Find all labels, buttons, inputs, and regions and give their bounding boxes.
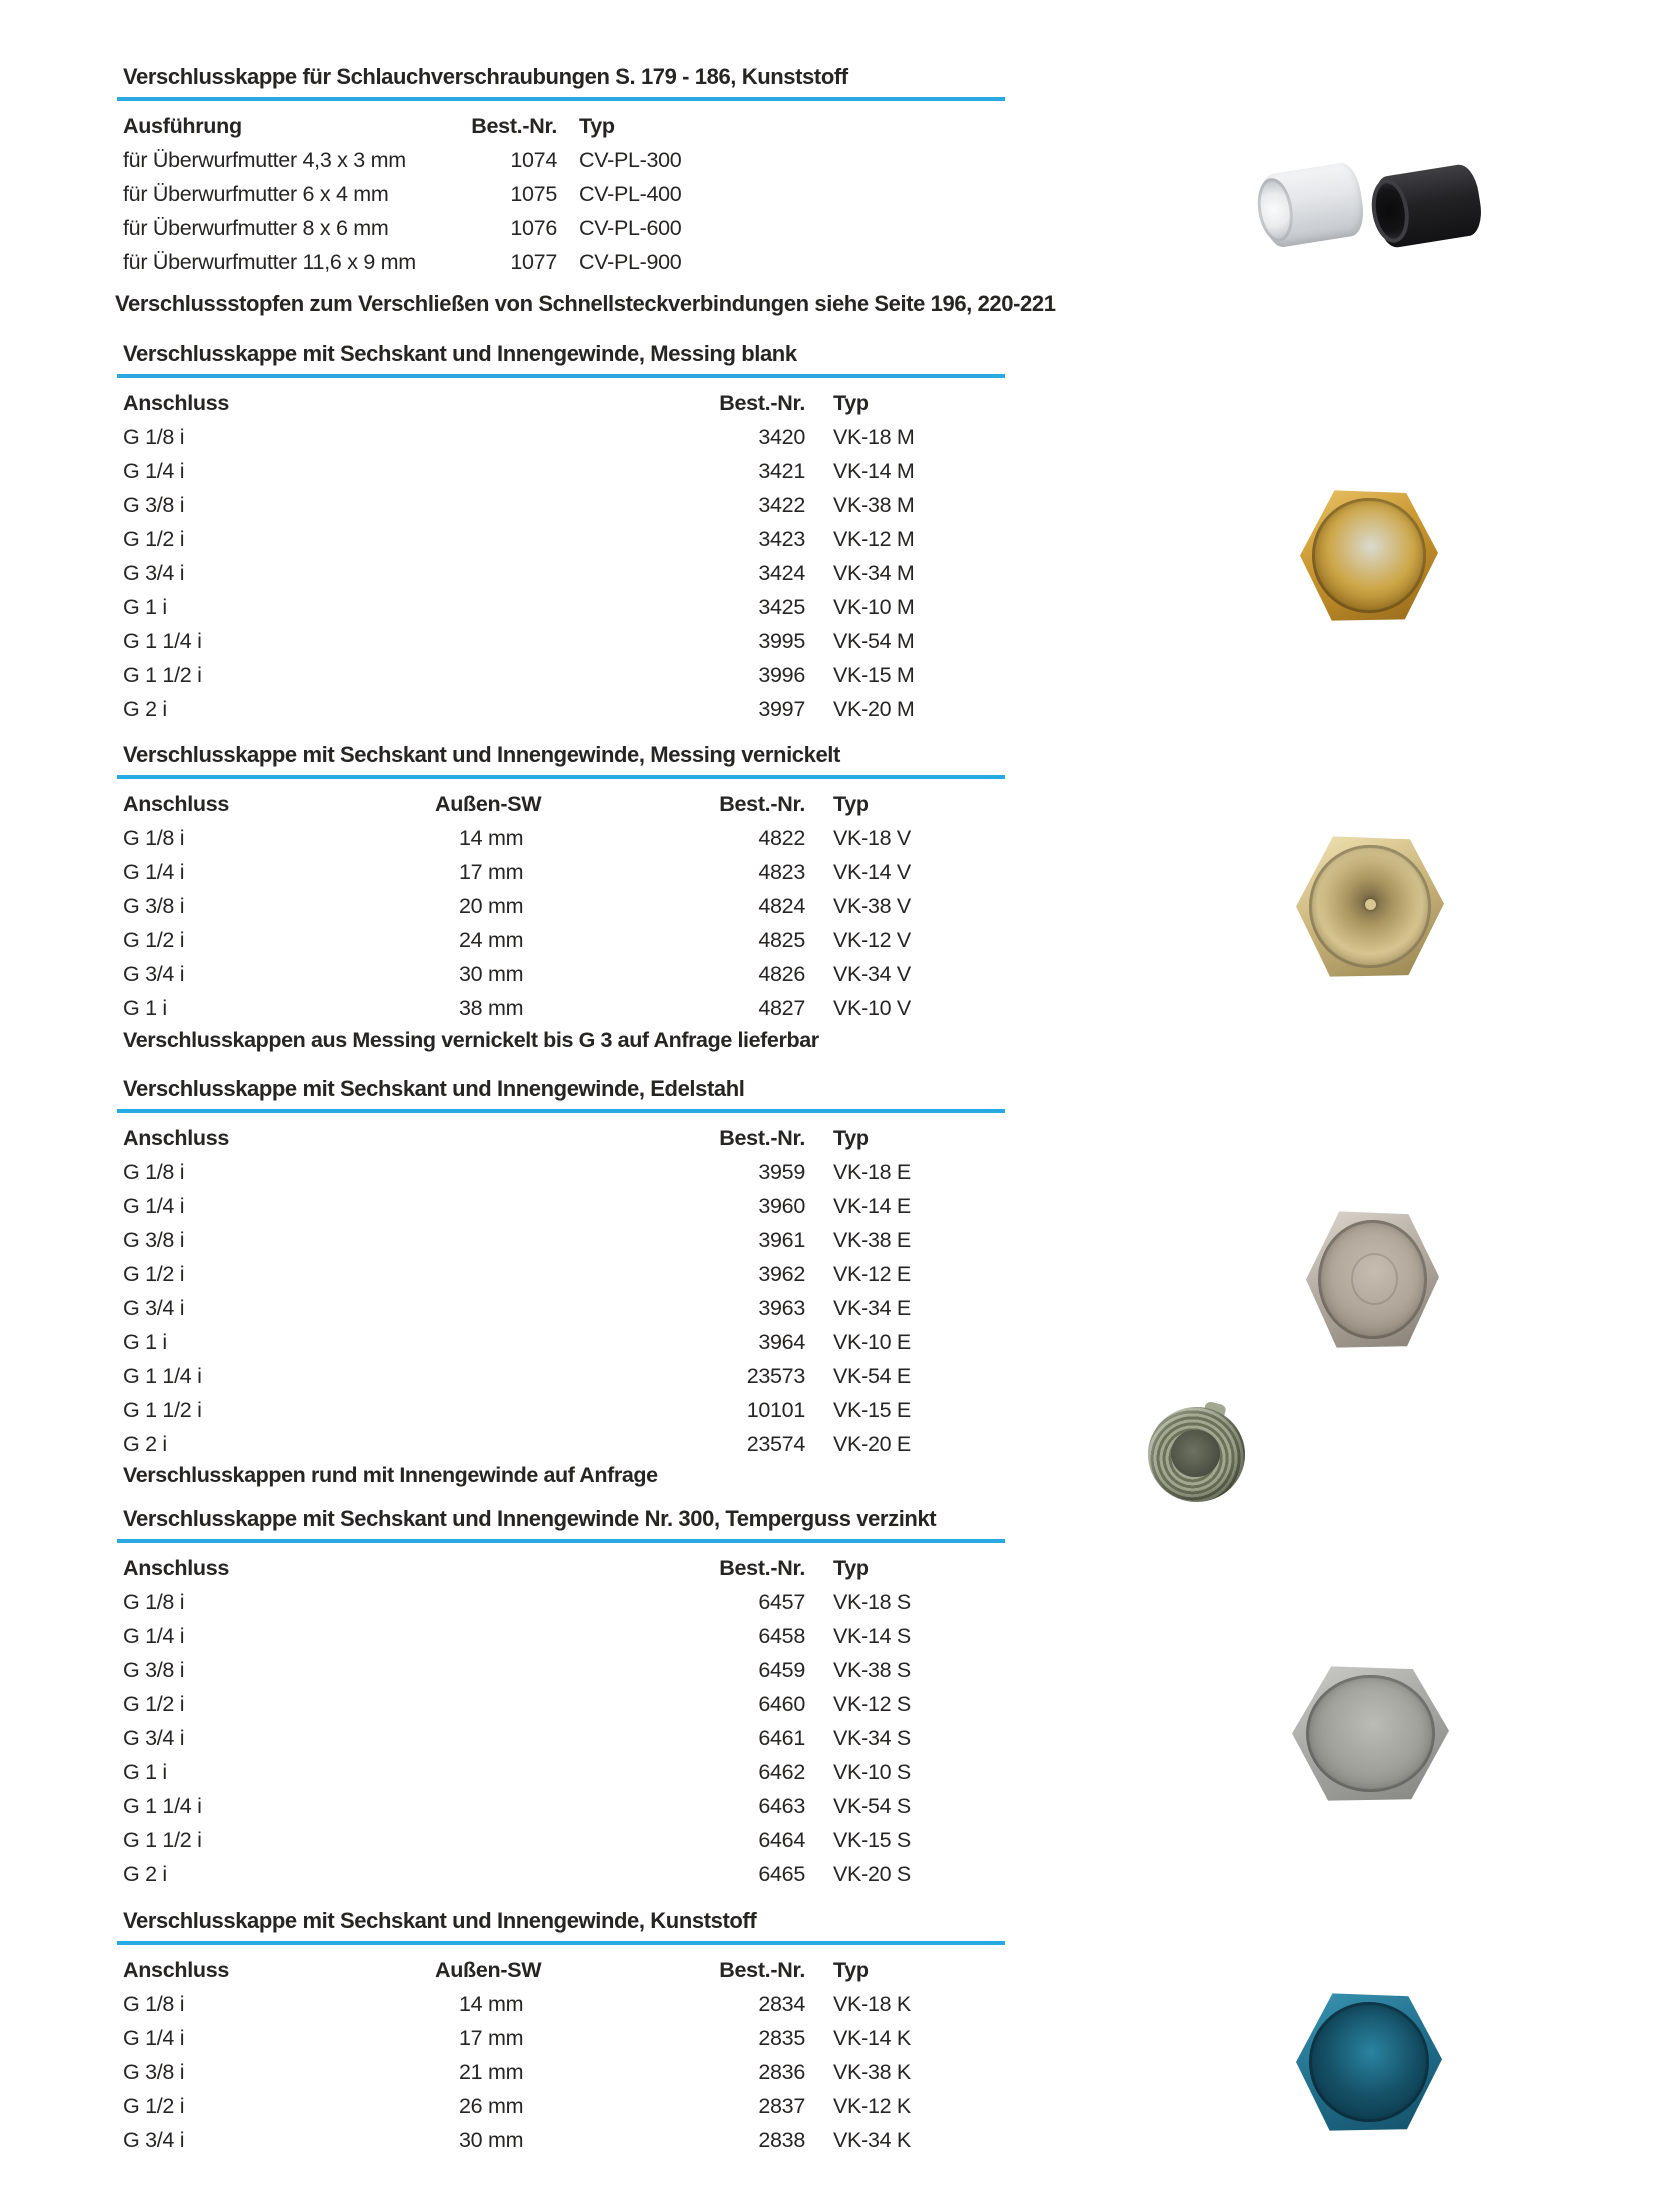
table-row bbox=[123, 1325, 1005, 1359]
cell: für Überwurfmutter 6 x 4 mm bbox=[123, 181, 389, 206]
cell: G 1 1/2 i bbox=[123, 1397, 202, 1422]
cell: VK-18 M bbox=[833, 424, 915, 449]
cell: VK-34 K bbox=[833, 2127, 911, 2152]
cell: 1076 bbox=[510, 215, 557, 240]
table-row bbox=[123, 1155, 1005, 1189]
cell: 3959 bbox=[758, 1159, 805, 1184]
cap-face bbox=[1318, 1220, 1427, 1340]
table-row bbox=[123, 522, 1005, 556]
nickel-cap-photo bbox=[1296, 835, 1444, 978]
cell: G 1/2 i bbox=[123, 2093, 185, 2118]
cell: 1075 bbox=[510, 181, 557, 206]
column-header: Außen-SW bbox=[435, 791, 542, 816]
cell: VK-38 S bbox=[833, 1657, 911, 1682]
cell: VK-34 M bbox=[833, 560, 915, 585]
table-row bbox=[123, 488, 1005, 522]
round-cap-photo bbox=[1148, 1407, 1245, 1502]
cell: G 3/8 i bbox=[123, 2059, 185, 2084]
table-row bbox=[123, 1359, 1005, 1393]
cell: VK-12 V bbox=[833, 927, 911, 952]
cell: G 3/4 i bbox=[123, 560, 185, 585]
product-table bbox=[123, 1551, 1005, 1891]
section-messing-vernickelt bbox=[123, 742, 1005, 1025]
cell: G 3/8 i bbox=[123, 893, 185, 918]
product-table bbox=[123, 386, 1005, 726]
plastic-hex-cap-photo bbox=[1296, 1992, 1442, 2132]
cell: 30 mm bbox=[459, 2127, 524, 2152]
cell: 6463 bbox=[758, 1793, 805, 1818]
section-messing-blank bbox=[123, 341, 1005, 726]
column-header: Best.-Nr. bbox=[719, 1125, 805, 1150]
cell: G 1 i bbox=[123, 594, 167, 619]
table-row bbox=[123, 692, 1005, 726]
cell: G 1/2 i bbox=[123, 927, 185, 952]
cell: G 1/8 i bbox=[123, 424, 185, 449]
cell: 3421 bbox=[758, 458, 805, 483]
table-row bbox=[123, 1291, 1005, 1325]
cell: für Überwurfmutter 8 x 6 mm bbox=[123, 215, 389, 240]
cell: 4824 bbox=[758, 893, 805, 918]
cell: G 1 1/4 i bbox=[123, 1363, 202, 1388]
table-row bbox=[123, 889, 1005, 923]
column-header: Anschluss bbox=[123, 791, 230, 816]
cell: 2836 bbox=[758, 2059, 805, 2084]
section-temperguss-verzinkt bbox=[123, 1506, 1005, 1891]
cell: 4826 bbox=[758, 961, 805, 986]
cell: VK-15 M bbox=[833, 662, 915, 687]
cap-face bbox=[1312, 498, 1425, 612]
column-header: Außen-SW bbox=[435, 1957, 542, 1982]
hex-body bbox=[1306, 1210, 1439, 1349]
cell: 14 mm bbox=[459, 825, 524, 850]
table-row bbox=[123, 1653, 1005, 1687]
cell: 3961 bbox=[758, 1227, 805, 1252]
cell: VK-38 K bbox=[833, 2059, 911, 2084]
cell: G 1/4 i bbox=[123, 2025, 185, 2050]
table-row bbox=[123, 1789, 1005, 1823]
cell: G 1/4 i bbox=[123, 458, 185, 483]
table-row bbox=[123, 1687, 1005, 1721]
cell: 23574 bbox=[746, 1431, 805, 1456]
table-row bbox=[123, 1585, 1005, 1619]
table-row bbox=[123, 923, 1005, 957]
table-row bbox=[123, 1987, 1005, 2021]
cell: VK-10 V bbox=[833, 995, 911, 1020]
cell: VK-38 V bbox=[833, 893, 911, 918]
hex-body bbox=[1296, 835, 1444, 978]
cell: VK-14 S bbox=[833, 1623, 911, 1648]
cell: G 3/8 i bbox=[123, 1657, 185, 1682]
cell: 6462 bbox=[758, 1759, 805, 1784]
cell: 4825 bbox=[758, 927, 805, 952]
table-row bbox=[123, 2055, 1005, 2089]
column-header: Typ bbox=[833, 1555, 869, 1580]
note-messing-vernickelt: Verschlusskappen aus Messing vernickelt bis G 3 auf Anfrage lieferbar bbox=[123, 1028, 819, 1052]
cell: G 1/2 i bbox=[123, 1261, 185, 1286]
table-row bbox=[123, 211, 1005, 245]
cell: 4823 bbox=[758, 859, 805, 884]
cell: VK-34 S bbox=[833, 1725, 911, 1750]
cell: 4822 bbox=[758, 825, 805, 850]
table-header-row bbox=[123, 1953, 1005, 1987]
white-plastic-cap-image bbox=[1257, 161, 1367, 250]
table-row bbox=[123, 1427, 1005, 1461]
table-row bbox=[123, 855, 1005, 889]
cell: VK-12 K bbox=[833, 2093, 911, 2118]
cell: 3424 bbox=[758, 560, 805, 585]
note-edelstahl: Verschlusskappen rund mit Innengewinde auf Anfrage bbox=[123, 1463, 658, 1487]
cell: 1077 bbox=[510, 249, 557, 274]
section-title: Verschlusskappe mit Sechskant und Innengewinde, Messing blank bbox=[123, 341, 797, 366]
column-header: Anschluss bbox=[123, 390, 230, 415]
column-header: Best.-Nr. bbox=[719, 1957, 805, 1982]
cell: G 1/4 i bbox=[123, 859, 185, 884]
table-row bbox=[123, 1189, 1005, 1223]
section-underline bbox=[117, 1109, 1005, 1113]
cell: 3420 bbox=[758, 424, 805, 449]
section-title: Verschlusskappe für Schlauchverschraubungen S. 179 - 186, Kunststoff bbox=[123, 64, 848, 89]
table-row bbox=[123, 1223, 1005, 1257]
cell: 3962 bbox=[758, 1261, 805, 1286]
cell: CV-PL-400 bbox=[579, 181, 682, 206]
cell: VK-15 E bbox=[833, 1397, 911, 1422]
cell: G 1 1/2 i bbox=[123, 1827, 202, 1852]
table-header-row bbox=[123, 386, 1005, 420]
cell: G 1 1/4 i bbox=[123, 628, 202, 653]
column-header: Typ bbox=[833, 390, 869, 415]
cell: VK-54 M bbox=[833, 628, 915, 653]
cell: VK-14 M bbox=[833, 458, 915, 483]
table-row bbox=[123, 245, 1005, 279]
cell: VK-18 K bbox=[833, 1991, 911, 2016]
cell: VK-20 M bbox=[833, 696, 915, 721]
section-schlauch-kunststoff bbox=[123, 64, 1005, 279]
cell: G 3/4 i bbox=[123, 1295, 185, 1320]
table-row bbox=[123, 590, 1005, 624]
table-header-row bbox=[123, 1551, 1005, 1585]
cell: 3995 bbox=[758, 628, 805, 653]
section-edelstahl bbox=[123, 1076, 1005, 1461]
cell: G 1/2 i bbox=[123, 1691, 185, 1716]
table-row bbox=[123, 991, 1005, 1025]
cell: G 3/8 i bbox=[123, 492, 185, 517]
plastic-caps-photo bbox=[1262, 158, 1484, 250]
cell: VK-10 S bbox=[833, 1759, 911, 1784]
cell: 26 mm bbox=[459, 2093, 524, 2118]
cell: VK-15 S bbox=[833, 1827, 911, 1852]
table-row bbox=[123, 821, 1005, 855]
table-row bbox=[123, 2089, 1005, 2123]
cell: 6464 bbox=[758, 1827, 805, 1852]
table-row bbox=[123, 420, 1005, 454]
cell: 6461 bbox=[758, 1725, 805, 1750]
section-underline bbox=[117, 775, 1005, 779]
cell: 6459 bbox=[758, 1657, 805, 1682]
cell: G 1/8 i bbox=[123, 825, 185, 850]
cell: VK-10 E bbox=[833, 1329, 911, 1354]
table-header-row bbox=[123, 787, 1005, 821]
cell: VK-20 S bbox=[833, 1861, 911, 1886]
cell: 6458 bbox=[758, 1623, 805, 1648]
cell: 20 mm bbox=[459, 893, 524, 918]
cell: VK-18 V bbox=[833, 825, 911, 850]
cap-inner-ring bbox=[1351, 1253, 1399, 1305]
cell: VK-54 S bbox=[833, 1793, 911, 1818]
cell: G 2 i bbox=[123, 1431, 167, 1456]
cell: 6457 bbox=[758, 1589, 805, 1614]
malleable-cap-photo bbox=[1292, 1665, 1449, 1802]
section-title: Verschlusskappe mit Sechskant und Innengewinde, Messing vernickelt bbox=[123, 742, 840, 767]
cell: 3422 bbox=[758, 492, 805, 517]
cell: für Überwurfmutter 11,6 x 9 mm bbox=[123, 249, 416, 274]
table-row bbox=[123, 1755, 1005, 1789]
product-table bbox=[123, 1121, 1005, 1461]
cell: 6465 bbox=[758, 1861, 805, 1886]
cell: G 1/2 i bbox=[123, 526, 185, 551]
cell: 3425 bbox=[758, 594, 805, 619]
cell: VK-34 V bbox=[833, 961, 911, 986]
section-sechskant-kunststoff bbox=[123, 1908, 1005, 2157]
hex-body bbox=[1296, 1992, 1442, 2132]
cell: 17 mm bbox=[459, 2025, 524, 2050]
cell: VK-12 S bbox=[833, 1691, 911, 1716]
cell: 2834 bbox=[758, 1991, 805, 2016]
cell: G 2 i bbox=[123, 1861, 167, 1886]
section-underline bbox=[117, 1941, 1005, 1945]
cell: CV-PL-900 bbox=[579, 249, 682, 274]
cell: VK-14 K bbox=[833, 2025, 911, 2050]
cell: G 3/4 i bbox=[123, 2127, 185, 2152]
cell: 3423 bbox=[758, 526, 805, 551]
cell: VK-18 S bbox=[833, 1589, 911, 1614]
table-row bbox=[123, 658, 1005, 692]
cell: VK-38 M bbox=[833, 492, 915, 517]
cell: 3997 bbox=[758, 696, 805, 721]
cell: 1074 bbox=[510, 147, 557, 172]
column-header: Ausführung bbox=[123, 113, 242, 138]
cell: VK-38 E bbox=[833, 1227, 911, 1252]
product-table bbox=[123, 109, 1005, 279]
cell: G 1 i bbox=[123, 995, 167, 1020]
cell: für Überwurfmutter 4,3 x 3 mm bbox=[123, 147, 406, 172]
note-schlauch-kunststoff: Verschlussstopfen zum Verschließen von Schnellsteckverbindungen siehe Seite 196, 220-221 bbox=[115, 291, 1056, 316]
cell: VK-14 V bbox=[833, 859, 911, 884]
cell: VK-34 E bbox=[833, 1295, 911, 1320]
cell: VK-54 E bbox=[833, 1363, 911, 1388]
black-plastic-cap-image bbox=[1371, 162, 1485, 249]
column-header: Anschluss bbox=[123, 1125, 230, 1150]
table-header-row bbox=[123, 1121, 1005, 1155]
cell: VK-12 M bbox=[833, 526, 915, 551]
cell: 21 mm bbox=[459, 2059, 524, 2084]
cell: G 1/4 i bbox=[123, 1623, 185, 1648]
cap-face bbox=[1306, 1675, 1435, 1793]
table-row bbox=[123, 143, 1005, 177]
cap-center-dot bbox=[1365, 899, 1376, 910]
cap-center bbox=[1171, 1430, 1220, 1478]
cell: VK-18 E bbox=[833, 1159, 911, 1184]
cap-face bbox=[1309, 845, 1430, 968]
table-row bbox=[123, 177, 1005, 211]
cell: 6460 bbox=[758, 1691, 805, 1716]
cell: G 2 i bbox=[123, 696, 167, 721]
cell: 3963 bbox=[758, 1295, 805, 1320]
table-row bbox=[123, 1257, 1005, 1291]
section-underline bbox=[117, 97, 1005, 101]
cell: VK-10 M bbox=[833, 594, 915, 619]
table-row bbox=[123, 1823, 1005, 1857]
column-header: Anschluss bbox=[123, 1957, 230, 1982]
cell: G 1 1/4 i bbox=[123, 1793, 202, 1818]
cell: CV-PL-300 bbox=[579, 147, 682, 172]
section-underline bbox=[117, 374, 1005, 378]
hex-body bbox=[1292, 1665, 1449, 1802]
column-header: Typ bbox=[833, 791, 869, 816]
section-underline bbox=[117, 1539, 1005, 1543]
column-header: Typ bbox=[579, 113, 615, 138]
column-header: Best.-Nr. bbox=[719, 1555, 805, 1580]
cell: G 1/8 i bbox=[123, 1589, 185, 1614]
table-row bbox=[123, 957, 1005, 991]
product-table bbox=[123, 1953, 1005, 2157]
threaded-ring bbox=[1148, 1407, 1245, 1502]
cell: 38 mm bbox=[459, 995, 524, 1020]
cell: 17 mm bbox=[459, 859, 524, 884]
cell: 2835 bbox=[758, 2025, 805, 2050]
cell: 3996 bbox=[758, 662, 805, 687]
cell: G 1 i bbox=[123, 1329, 167, 1354]
table-row bbox=[123, 2021, 1005, 2055]
table-row bbox=[123, 1721, 1005, 1755]
cell: VK-14 E bbox=[833, 1193, 911, 1218]
cell: G 3/4 i bbox=[123, 1725, 185, 1750]
section-title: Verschlusskappe mit Sechskant und Innengewinde, Edelstahl bbox=[123, 1076, 745, 1101]
cell: 24 mm bbox=[459, 927, 524, 952]
table-row bbox=[123, 1619, 1005, 1653]
cell: CV-PL-600 bbox=[579, 215, 682, 240]
cell: G 1 i bbox=[123, 1759, 167, 1784]
table-row bbox=[123, 2123, 1005, 2157]
cell: 2838 bbox=[758, 2127, 805, 2152]
cell: 14 mm bbox=[459, 1991, 524, 2016]
cell: 3964 bbox=[758, 1329, 805, 1354]
cell: 30 mm bbox=[459, 961, 524, 986]
hex-body bbox=[1300, 489, 1438, 622]
section-title: Verschlusskappe mit Sechskant und Innengewinde Nr. 300, Temperguss verzinkt bbox=[123, 1506, 937, 1531]
table-row bbox=[123, 624, 1005, 658]
section-title: Verschlusskappe mit Sechskant und Innengewinde, Kunststoff bbox=[123, 1908, 757, 1933]
cell: VK-12 E bbox=[833, 1261, 911, 1286]
column-header: Anschluss bbox=[123, 1555, 230, 1580]
product-table bbox=[123, 787, 1005, 1025]
table-row bbox=[123, 1393, 1005, 1427]
table-header-row bbox=[123, 109, 1005, 143]
cell: G 1/4 i bbox=[123, 1193, 185, 1218]
column-header: Best.-Nr. bbox=[719, 390, 805, 415]
column-header: Best.-Nr. bbox=[719, 791, 805, 816]
table-row bbox=[123, 1857, 1005, 1891]
cell: G 1 1/2 i bbox=[123, 662, 202, 687]
cell: 2837 bbox=[758, 2093, 805, 2118]
cell: G 1/8 i bbox=[123, 1991, 185, 2016]
table-row bbox=[123, 556, 1005, 590]
cell: 3960 bbox=[758, 1193, 805, 1218]
cell: G 3/8 i bbox=[123, 1227, 185, 1252]
cell: G 3/4 i bbox=[123, 961, 185, 986]
cap-face bbox=[1309, 2002, 1429, 2122]
column-header: Typ bbox=[833, 1957, 869, 1982]
cell: VK-20 E bbox=[833, 1431, 911, 1456]
cell: 4827 bbox=[758, 995, 805, 1020]
steel-cap-photo bbox=[1306, 1210, 1439, 1349]
cell: 23573 bbox=[746, 1363, 805, 1388]
cell: G 1/8 i bbox=[123, 1159, 185, 1184]
brass-cap-photo bbox=[1300, 489, 1438, 622]
table-row bbox=[123, 454, 1005, 488]
cell: 10101 bbox=[746, 1397, 805, 1422]
column-header: Typ bbox=[833, 1125, 869, 1150]
column-header: Best.-Nr. bbox=[471, 113, 557, 138]
